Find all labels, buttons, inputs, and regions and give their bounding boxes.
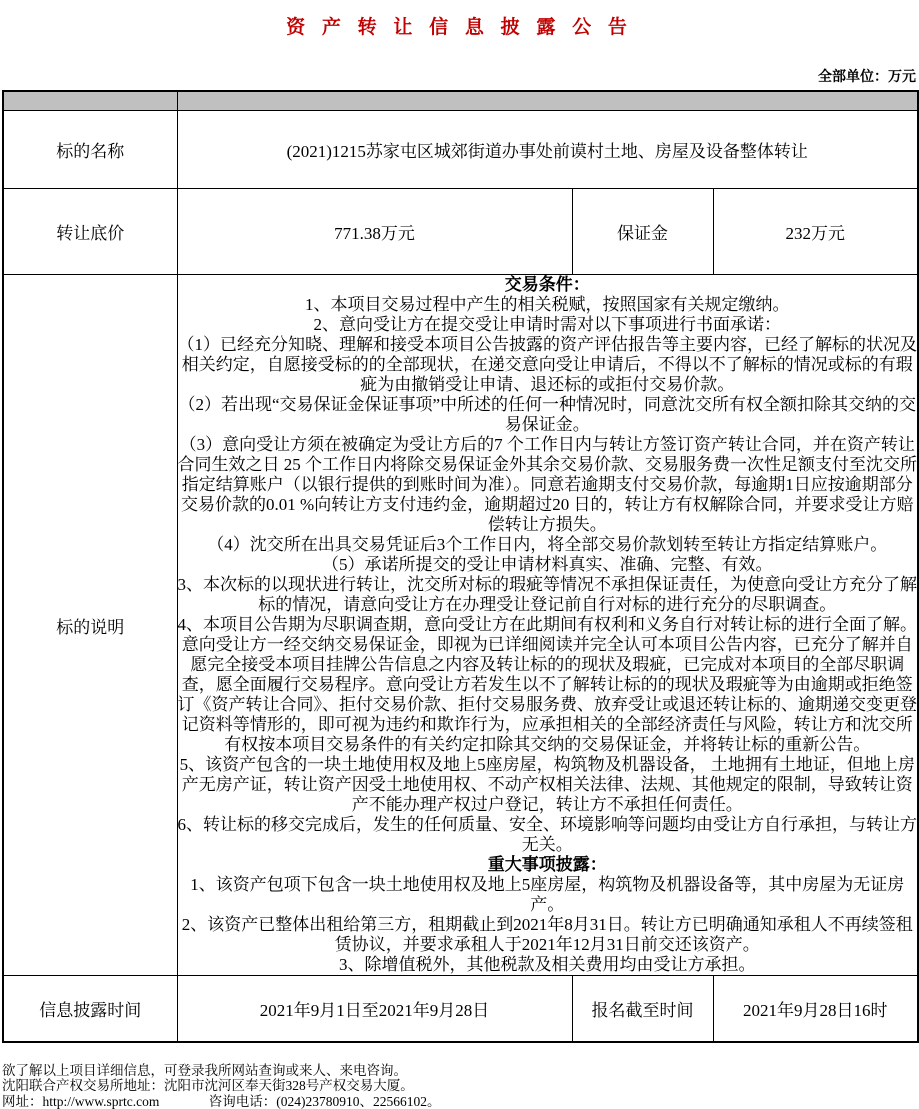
description-label: 标的说明 [3,275,177,976]
description-paragraph: 1、本项目交易过程中产生的相关税赋，按照国家有关规定缴纳。 [178,295,918,315]
description-paragraph: （2）若出现“交易保证金保证事项”中所述的任何一种情况时，同意沈交所有权全额扣除其交纳的交易保证金。 [178,395,918,435]
footer [2,1063,917,1109]
footer-phone: 咨询电话：(024)23780910、22566102。 [209,1094,441,1109]
description-paragraph: 2、意向受让方在提交受让申请时需对以下事项进行书面承诺： [178,315,918,335]
disclosure-time-label: 信息披露时间 [3,976,177,1042]
disclosure-paragraph: 1、该资产包项下包含一块土地使用权及地上5座房屋，构筑物及机器设备等，其中房屋为无证房产。 [178,875,918,915]
description-paragraph: （3）意向受让方须在被确定为受让方后的7 个工作日内与转让方签订资产转让合同，并在资产转让合同生效之日 25 个工作日内将除交易保证金外其余交易价款、交易服务费一次性足额支付至沈交所指定结算账户（以银行提供的到账时间为准）。同意若逾期支付交易价款，每逾期1日应按逾期部分交易价款的0.01 %向转让方支付违约金，逾期超过20 日的，转让方有权解除合同，并要求受让方赔偿转让方损失。 [178,435,918,535]
description-paragraph: （5）承诺所提交的受让申请材料真实、准确、完整、有效。 [178,555,918,575]
description-paragraph: 3、本次标的以现状进行转让，沈交所对标的瑕疵等情况不承担保证责任，为使意向受让方充分了解标的情况，请意向受让方在办理受让登记前自行对标的进行充分的尽职调查。 [178,575,918,615]
description-paragraph: （4）沈交所在出具交易凭证后3个工作日内，将全部交易价款划转至转让方指定结算账户。 [178,535,918,555]
footer-info-line: 欲了解以上项目详细信息，可登录我所网站查询或来人、来电咨询。 [2,1063,917,1079]
disclosure-paragraph: 2、该资产已整体出租给第三方，租期截止到2021年8月31日。转让方已明确通知承租人不再续签租赁协议，并要求承租人于2021年12月31日前交还该资产。 [178,915,918,955]
page-title: 资 产 转 让 信 息 披 露 公 告 [0,0,919,39]
announcement-table [2,90,919,1043]
footer-website: 网址：http://www.sprtc.com [2,1094,159,1109]
description-paragraph: 4、本项目公告期为尽职调查期，意向受让方在此期间有权利和义务自行对转让标的进行全面了解。意向受让方一经交纳交易保证金，即视为已详细阅读并完全认可本项目公告内容，已充分了解并自愿完全接受本项目挂牌公告信息之内容及转让标的的现状及瑕疵，已完成对本项目的全部尽职调查，愿全面履行交易程序。意向受让方若发生以不了解转让标的的现状及瑕疵等为由逾期或拒绝签订《资产转让合同》、拒付交易价款、拒付交易服务费、放弃受让或退还转让标的、逾期递交变更登记资料等情形的，即可视为违约和欺诈行为，应承担相关的全部经济责任与风险，转让方和沈交所有权按本项目交易条件的有关约定扣除其交纳的交易保证金，并将转让标的重新公告。 [178,615,918,755]
description-paragraph: （1）已经充分知晓、理解和接受本项目公告披露的资产评估报告等主要内容，已经了解标的状况及相关约定，自愿接受标的的全部现状，在递交意向受让申请后，不得以不了解标的情况或标的有瑕疵为由撤销受让申请、退还标的或拒付交易价款。 [178,335,918,395]
major-disclosure-heading: 重大事项披露： [178,855,918,875]
description-row [3,275,918,976]
deposit-label: 保证金 [572,189,713,275]
floor-price-label: 转让底价 [3,189,177,275]
header-band-right-cell [177,91,918,111]
description-paragraph: 5、该资产包含的一块土地使用权及地上5座房屋，构筑物及机器设备， 土地拥有土地证，但地上房产无房产证，转让资产因受土地使用权、不动产权相关法律、法规、其他规定的限制，导致转让资产不能办理产权过户登记，转让方不承担任何责任。 [178,755,918,815]
subject-name-value: (2021)1215苏家屯区城郊街道办事处前谟村土地、房屋及设备整体转让 [177,111,918,189]
table-header-band [3,91,918,111]
description-paragraph: 6、转让标的移交完成后，发生的任何质量、安全、环境影响等问题均由受让方自行承担，与转让方无关。 [178,815,918,855]
footer-address-line: 沈阳联合产权交易所地址：沈阳市沈河区奉天街328号产权交易大厦。 [2,1078,917,1094]
trade-conditions-heading: 交易条件： [178,275,918,295]
subject-name-label: 标的名称 [3,111,177,189]
description-content [177,275,918,976]
footer-contact-line [2,1094,917,1109]
floor-price-value: 771.38万元 [177,189,572,275]
unit-note: 全部单位：万元 [0,66,919,86]
disclosure-paragraph: 3、除增值税外，其他税款及相关费用均由受让方承担。 [178,955,918,975]
deposit-value: 232万元 [713,189,918,275]
disclosure-time-value: 2021年9月1日至2021年9月28日 [177,976,572,1042]
deadline-label: 报名截至时间 [572,976,713,1042]
time-row [3,976,918,1042]
price-row [3,189,918,275]
subject-name-row [3,111,918,189]
deadline-value: 2021年9月28日16时 [713,976,918,1042]
header-band-left-cell [3,91,177,111]
